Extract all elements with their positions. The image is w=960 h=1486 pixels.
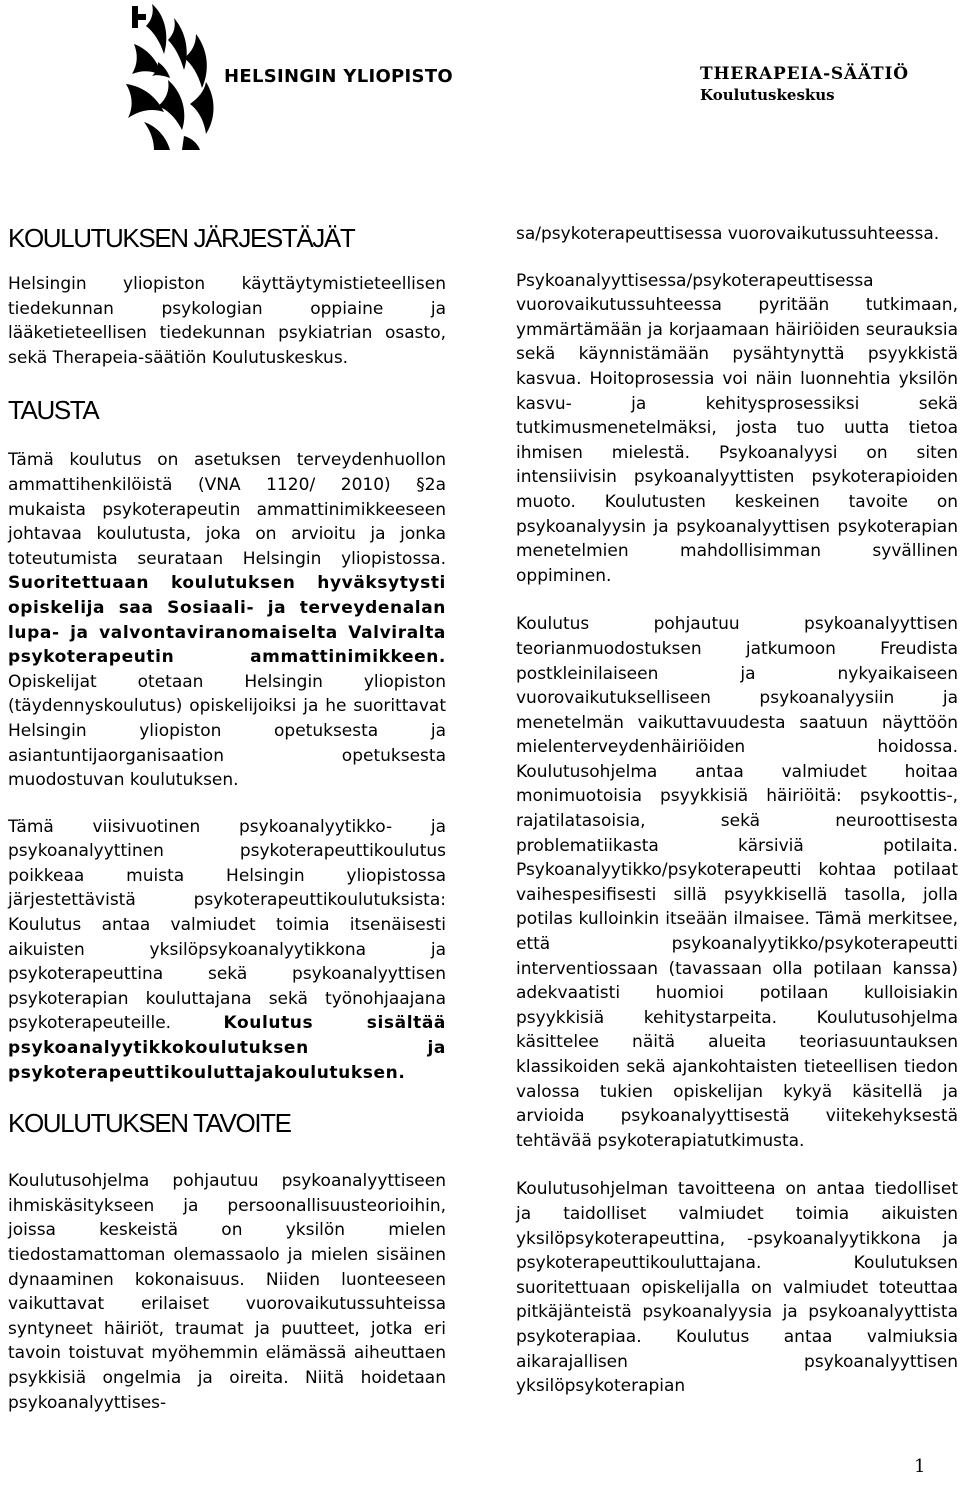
hy-logo-text: HELSINGIN YLIOPISTO <box>224 66 453 87</box>
paragraph-tavoite: Koulutusohjelma pohjautuu psykoanalyyttiseen ihmiskäsitykseen ja persoonallisuusteorioihin, joissa keskeistä on yksilön mielen tiedostamattoman olemassaolo ja mielen sisäinen dynaaminen kokonaisuus. Niiden luonteeseen vaikuttavat erilaiset vuorovaikutussuhteissa syntyneet häiriöt, traumat ja puutteet, jotka eri tavoin toistuvat myöhemmin elämässä aiheuttaen psykkisiä ongelmia ja oireita. Niitä hoidetaan psykoanalyyttises- <box>8 1171 446 1413</box>
helsinki-university-logo <box>124 4 453 154</box>
therapeia-subtitle: Koulutuskeskus <box>700 86 835 104</box>
therapeia-name: THERAPEIA-SÄÄTIÖ <box>700 64 909 84</box>
paragraph-jarjestajat: Helsingin yliopiston käyttäytymistieteellisen tiedekunnan psykologian oppiaine ja lääketieteellisen tiedekunnan psykiatrian osasto, sekä Therapeia-säätiön Koulutuskeskus. <box>8 274 446 368</box>
right-column <box>516 222 958 1399</box>
tausta-bold-text: Suoritettuaan koulutuksen hyväksytysti opiskelija saa Sosiaali- ja terveydenalan lupa- ja valvontaviranomaiselta Valviralta psykoterapeutin ammattinimikkeen. <box>8 573 446 668</box>
page-number: 1 <box>914 1456 926 1477</box>
paragraph-tausta <box>8 448 446 792</box>
paragraph-tavoitteena: Koulutusohjelman tavoitteena on antaa tiedolliset ja taidolliset valmiudet toimia aikuisten yksilöpsykoterapeuttina, -psykoanalyytikkona ja psykoterapeuttikouluttajana. Koulutuksen suoritettuaan opiskelijalla on valmiudet toteuttaa pitkäjänteistä psykoanalyysia ja psykoanalyyttista psykoterapiaa. Koulutus antaa valmiuksia aikarajallisen psykoanalyyttisen yksilöpsykoterapian <box>516 1179 958 1397</box>
heading-jarjestajat: KOULUTUKSEN JÄRJESTÄJÄT <box>8 223 355 253</box>
paragraph-viisivuotinen <box>8 815 446 1086</box>
heading-tavoite: KOULUTUKSEN TAVOITE <box>8 1108 291 1139</box>
paragraph-psykoanalyyttisessa: Psykoanalyyttisessa/psykoterapeuttisessa vuorovaikutussuhteessa pyritään tutkimaan, ymmärtämään ja korjaamaan häiriöiden seurauksia sekä käynnistämään pysähtynyttä psyykkistä kasvua. Hoitoprosessia voi näin luonnehtia yksilön kasvu- ja kehitysprosessiksi sekä tutkimusmenetelmäksi, josta tuo uutta tietoa ihmisen mielestä. Psykoanalyysi on siten intensiivisin psykoanalyyttisten psykoterapioiden muoto. Koulutusten keskeinen tavoite on psykoanalyysin ja psykoanalyyttisen psykoterapian menetelmien mahdollisimman syvällinen oppiminen. <box>516 270 958 586</box>
tausta-text-b: Opiskelijat otetaan Helsingin yliopiston (täydennyskoulutus) opiskelijoiksi ja he suorittavat Helsingin yliopiston opetuksesta ja asiantuntijaorganisaation opetuksesta muodostuvan koulutuksen. <box>8 671 446 791</box>
viisivuotinen-bold-text: Koulutus sisältää psykoanalyytikkokoulutuksen ja psykoterapeuttikouluttajakoulutuksen. <box>8 1013 446 1083</box>
heading-tausta: TAUSTA <box>8 395 99 426</box>
flame-logo-icon <box>124 4 220 150</box>
viisivuotinen-text: Tämä viisivuotinen psykoanalyytikko- ja psykoanalyyttinen psykoterapeuttikoulutus poikkeaa muista Helsingin yliopistossa järjestettävistä psykoterapeuttikoulutuksista: Koulutus antaa valmiudet toimia itsenäisesti aikuisten yksilöpsykoanalyytikkona ja psykoterapeuttina sekä psykoanalyyttisen psykoterapian kouluttajana sekä työnohjaajana psykoterapeuteille. <box>8 816 446 1034</box>
paragraph-continuation: sa/psykoterapeuttisessa vuorovaikutussuhteessa. <box>516 224 940 244</box>
therapeia-logo <box>700 64 909 104</box>
tausta-text-a: Tämä koulutus on asetuksen terveydenhuollon ammattihenkilöistä (VNA 1120/ 2010) §2a mukaista psykoterapeutin ammattinimikkeeseen johtavaa koulutusta, joka on arvioitu ja jonka toteutumista seurataan Helsingin yliopistossa. <box>8 450 446 569</box>
left-column <box>8 222 446 1415</box>
paragraph-koulutus-pohjautuu: Koulutus pohjautuu psykoanalyyttisen teorianmuodostuksen jatkumoon Freudista postkleinilaiseen ja nykyaikaiseen vuorovaikutukselliseen psykoanalyysiin ja menetelmän vaikuttavuudesta saatuun näyttöön mielenterveydenhäiriöiden hoidossa. Koulutusohjelma antaa valmiudet hoitaa monimuotoisia psyykkisiä häiriöitä: psykoottis-, rajatilatasoisia, sekä neuroottisesta problematiikasta kärsiviä potilaita. Psykoanalyytikko/psykoterapeutti kohtaa potilaat vaihespesifisesti sillä psyykkisellä tasolla, jolla potilas kulloinkin itseään ilmaisee. Tämä merkitsee, että psykoanalyytikko/psykoterapeutti interventiossaan (tavassaan olla potilaan kanssa) adekvaatisti huomioi potilaan kulloisiakin psyykkisiä kehitystarpeita. Koulutusohjelma käsittelee näitä alueita teoriasuuntauksen klassikoiden sekä ajankohtaisten tieteellisen tiedon valossa tukien opiskelijan kykyä käsitellä ja arvioida psykoanalyyttisestä viitekehyksestä tehtävää psykoterapiatutkimusta. <box>516 614 958 1151</box>
